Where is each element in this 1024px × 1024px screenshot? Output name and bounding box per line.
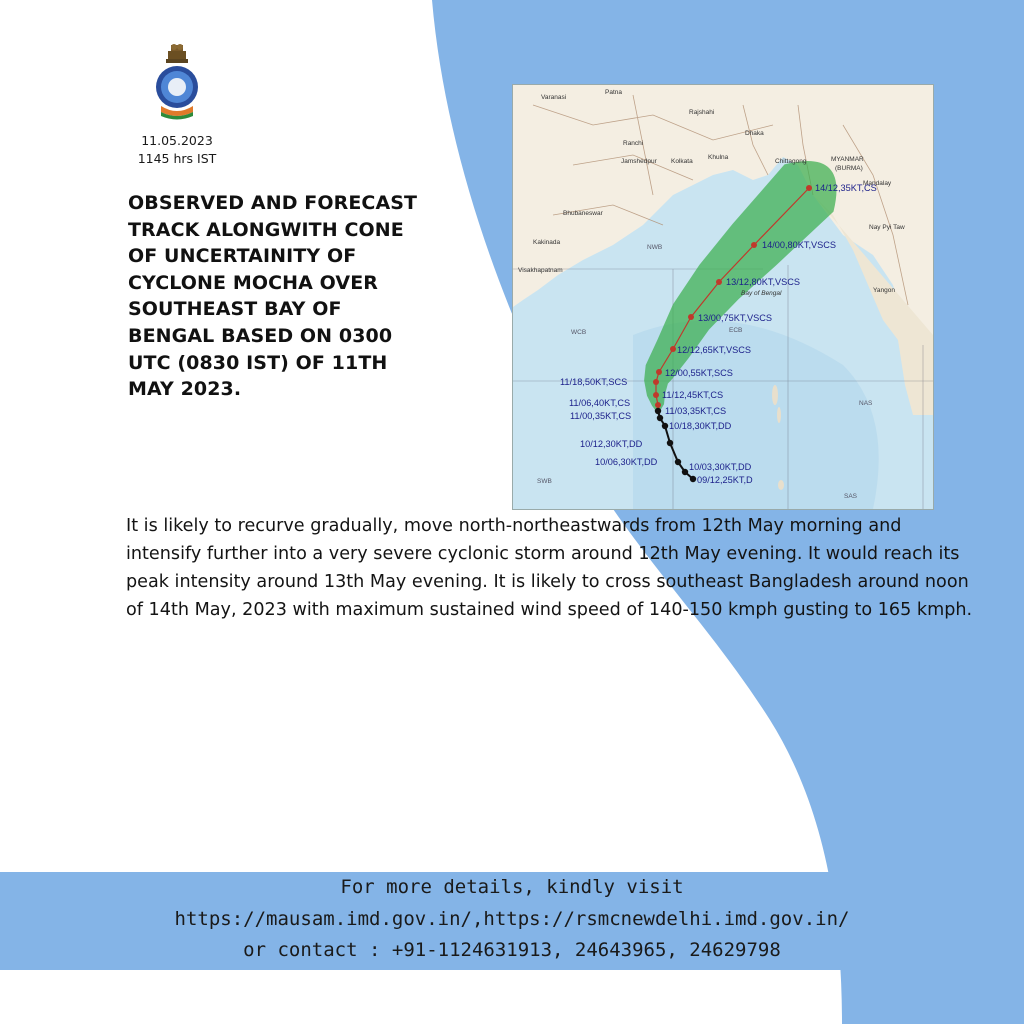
track-point-label: 10/12,30KT,DD: [580, 439, 643, 449]
track-point-label: 11/18,50KT,SCS: [560, 377, 628, 387]
forecast-summary: It is likely to recurve gradually, move north-northeastwards from 12th May morning and intensify further into a very severe cyclonic storm around 12th May evening. It would reach its peak intensity around 13th May evening. It is likely to cross southeast Bangladesh around noon of 14th May, 2023 with maximum sustained wind speed of 140-150 kmph gusting to 165 kmph.: [126, 516, 973, 620]
issue-date: 11.05.2023: [141, 133, 213, 148]
contact-footer: [0, 872, 1024, 967]
map-place-label: Jamshedpur: [621, 158, 657, 165]
sea-area-label: SWB: [537, 478, 552, 485]
track-point-label: 09/12,25KT,D: [697, 475, 753, 485]
issue-time: 1145 hrs IST: [137, 151, 217, 166]
sea-area-label: NWB: [647, 244, 663, 251]
map-place-label: Nay Pyi Taw: [869, 224, 905, 231]
track-point-label: 14/00,80KT,VSCS: [762, 240, 837, 250]
cyclone-track-map: [512, 84, 934, 510]
map-place-label: Ranchi: [623, 140, 644, 147]
map-place-label: Khulna: [708, 154, 729, 161]
footer-line-urls[interactable]: https://mausam.imd.gov.in/,https://rsmcnewdelhi.imd.gov.in/: [174, 907, 850, 930]
track-point-label: 10/18,30KT,DD: [669, 421, 732, 431]
footer-line-contact: or contact : +91-1124631913, 24643965, 24629798: [243, 939, 781, 961]
track-point-label: 11/03,35KT,CS: [665, 406, 727, 416]
forecast-track-point: [751, 242, 757, 248]
map-place-label: Patna: [605, 89, 622, 96]
observed-track-point: [682, 469, 688, 475]
track-point-label: 14/12,35KT,CS: [815, 183, 877, 193]
sea-area-label: NAS: [859, 400, 873, 407]
track-point-label: 10/03,30KT,DD: [689, 462, 752, 472]
map-place-label: Visakhapatnam: [518, 267, 563, 274]
observed-track-point: [690, 476, 696, 482]
forecast-track-point: [688, 314, 694, 320]
footer-line-details: For more details, kindly visit: [340, 876, 684, 898]
forecast-track-point: [656, 369, 662, 375]
map-place-label: Kolkata: [671, 158, 693, 165]
map-place-label: Rajshahi: [689, 109, 715, 116]
track-point-label: 13/12,80KT,VSCS: [726, 277, 801, 287]
map-place-label: (BURMA): [835, 165, 863, 172]
map-place-label: Yangon: [873, 287, 895, 294]
map-place-label: Kakinada: [533, 239, 561, 246]
forecast-track-point: [655, 402, 661, 408]
issue-datetime: [100, 132, 254, 168]
forecast-track-point: [653, 392, 659, 398]
map-place-label: MYANMAR: [831, 156, 864, 163]
page-title: OBSERVED AND FORECAST TRACK ALONGWITH CONE OF UNCERTAINITY OF CYCLONE MOCHA OVER SOUTHEAST BAY OF BENGAL BASED ON 0300 UTC (0830 IST) OF 11TH MAY 2023.: [128, 192, 418, 401]
track-point-label: 12/00,55KT,SCS: [665, 368, 733, 378]
forecast-track-point: [716, 279, 722, 285]
observed-track-point: [667, 440, 673, 446]
imd-emblem-logo: [150, 42, 204, 120]
forecast-track-point: [670, 346, 676, 352]
map-place-label: Chittagong: [775, 158, 807, 165]
observed-track-point: [655, 408, 661, 414]
forecast-track-point: [806, 185, 812, 191]
sea-area-label: SAS: [844, 493, 858, 500]
track-point-label: 12/12,65KT,VSCS: [677, 345, 752, 355]
map-place-label: Bay of Bengal: [741, 290, 782, 297]
map-place-label: Mandalay: [863, 180, 892, 187]
sea-area-label: ECB: [729, 327, 743, 334]
sea-area-label: WCB: [571, 329, 587, 336]
track-point-label: 11/12,45KT,CS: [662, 390, 724, 400]
observed-track-point: [662, 423, 668, 429]
map-place-label: Varanasi: [541, 94, 567, 101]
map-place-label: Dhaka: [745, 130, 764, 137]
track-point-label: 13/00,75KT,VSCS: [698, 313, 773, 323]
observed-track-point: [657, 415, 663, 421]
observed-track-point: [675, 459, 681, 465]
track-point-label: 10/06,30KT,DD: [595, 457, 658, 467]
forecast-track-point: [653, 379, 659, 385]
map-place-label: Bhubaneswar: [563, 210, 603, 217]
track-point-label: 11/00,35KT,CS: [570, 411, 632, 421]
track-point-label: 11/06,40KT,CS: [569, 398, 631, 408]
